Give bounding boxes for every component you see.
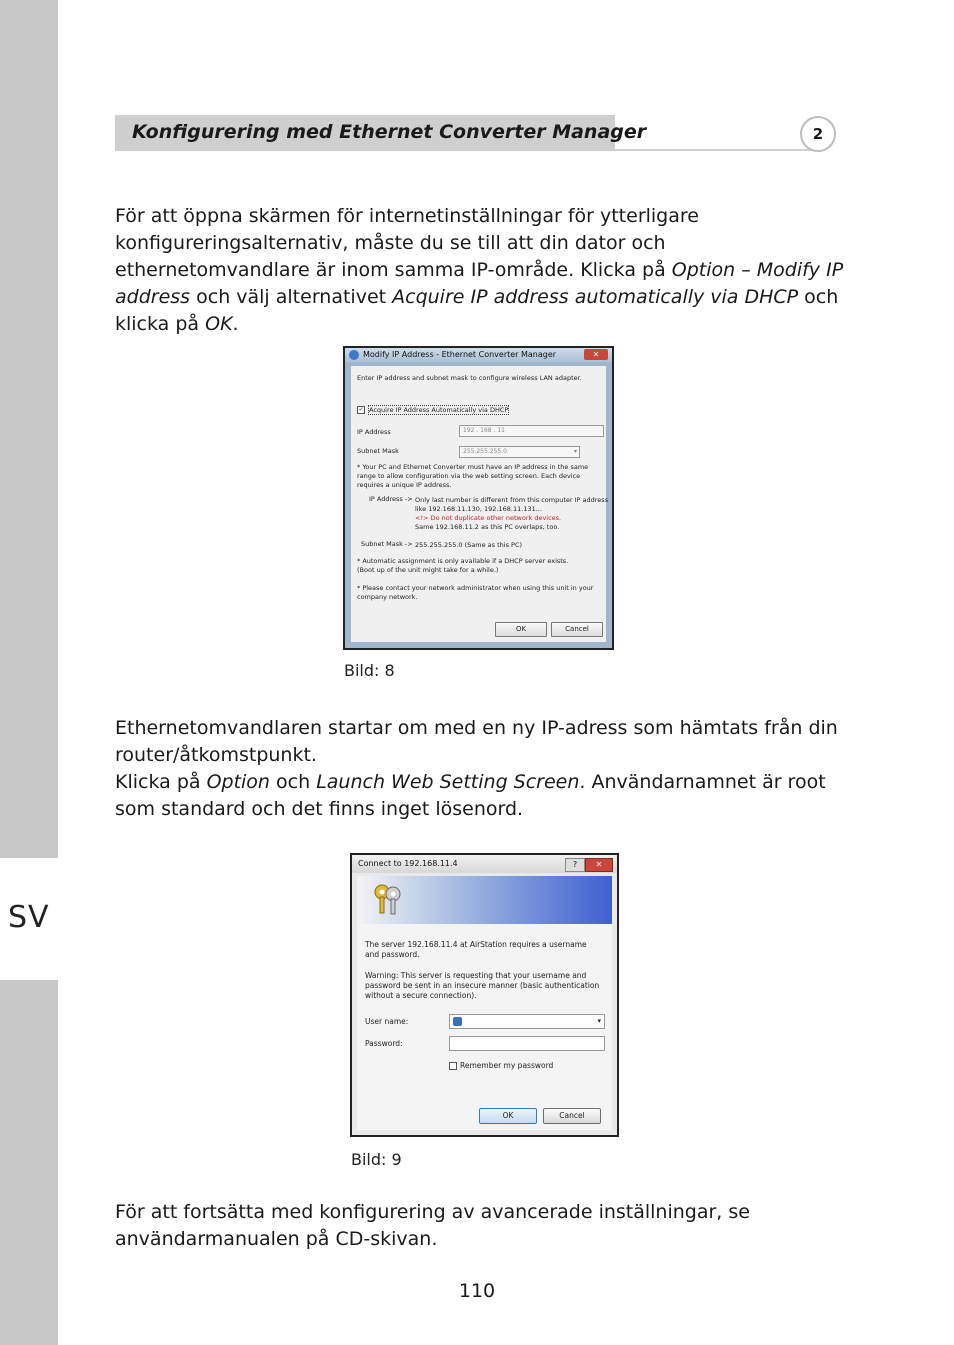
ok-button[interactable]: OK [495, 622, 547, 637]
warning-line: without a secure connection). [365, 991, 477, 1000]
note-line: (Boot up of the unit might take for a while.) [357, 566, 499, 574]
help-icon[interactable]: ? [565, 858, 585, 872]
paragraph-restart [115, 715, 845, 823]
close-icon[interactable]: ✕ [584, 349, 608, 360]
intro-text: Enter IP address and subnet mask to configure wireless LAN adapter. [357, 374, 582, 382]
remember-row[interactable] [449, 1061, 553, 1071]
note-line: * Automatic assignment is only available if a DHCP server exists. [357, 557, 569, 565]
menu-name: Option [206, 771, 270, 793]
cancel-button[interactable]: Cancel [543, 1108, 601, 1124]
figure-caption: Bild: 8 [344, 661, 395, 680]
side-bar-top [0, 0, 58, 858]
header-rule [615, 149, 820, 151]
modify-ip-dialog [343, 346, 614, 650]
text: . Användarnamnet är root som standard och det finns inget lösenord. [115, 771, 826, 820]
page-number: 110 [458, 1280, 496, 1302]
cancel-button[interactable]: Cancel [551, 622, 603, 637]
warning-line: <!> Do not duplicate other network devices. [415, 514, 562, 522]
dialog-titlebar [352, 855, 617, 873]
note-line: * Your PC and Ethernet Converter must have an IP address in the same [357, 463, 589, 471]
paragraph-advanced: För att fortsätta med konfigurering av avancerade inställningar, se användarmanualen på CD-skivan. [115, 1201, 750, 1250]
dialog-banner [357, 876, 612, 924]
menu-item-name: Launch Web Setting Screen [316, 771, 580, 793]
warning-line: Warning: This server is requesting that your username and [365, 971, 587, 980]
figure-caption: Bild: 9 [351, 1150, 402, 1169]
text: Ethernetomvandlaren startar om med en ny IP-adress som hämtats från din router/åtkomstpunkt. [115, 717, 838, 766]
message-line: The server 192.168.11.4 at AirStation requires a username [365, 940, 587, 949]
dialog-titlebar [345, 348, 612, 362]
note-line: * Please contact your network administrator when using this unit in your [357, 584, 594, 592]
text: Klicka på [115, 771, 207, 793]
hint-line: Same 192.168.11.2 as this PC overlaps, too. [415, 523, 560, 531]
warning-line: password be sent in an insecure manner (basic authentication [365, 981, 600, 990]
text: För att öppna skärmen för internetinställningar för ytterligare konfigureringsalternativ, måste du se till att din dator och ethernetomvandlare är inom samma IP-område. Klicka på [115, 205, 699, 281]
language-tab: SV [8, 900, 50, 935]
ip-address-field[interactable]: 192 . 168 . 11 [459, 425, 604, 437]
dialog-body [357, 924, 612, 1130]
message-line: and password. [365, 950, 420, 959]
section-title: Konfigurering med Ethernet Converter Manager [132, 121, 647, 143]
connect-dialog [350, 853, 619, 1137]
username-label: User name: [365, 1017, 409, 1026]
subnet-mask-label: Subnet Mask [357, 447, 399, 455]
remember-label[interactable]: Remember my password [460, 1061, 554, 1070]
dialog-title: Connect to 192.168.11.4 [358, 859, 458, 868]
chevron-down-icon: ▾ [573, 448, 577, 455]
dialog-body [351, 366, 609, 642]
text: . [232, 313, 239, 335]
mask-hint: 255.255.255.0 (Same as this PC) [415, 541, 523, 549]
user-icon [453, 1017, 462, 1026]
username-field[interactable] [449, 1014, 605, 1029]
paragraph-open-settings [115, 203, 845, 338]
menu-path: Option – Modify IP address [115, 259, 844, 308]
subnet-mask-select[interactable] [459, 446, 580, 458]
network-icon [349, 350, 359, 360]
text: och [269, 771, 317, 793]
password-field[interactable] [449, 1036, 605, 1051]
note-line: requires a unique IP address. [357, 481, 452, 489]
keys-icon [371, 882, 405, 916]
text: och klicka på [115, 286, 839, 335]
ip-address-label: IP Address [357, 428, 391, 436]
text: och välj alternativet [190, 286, 393, 308]
dhcp-checkbox-label[interactable]: Acquire IP Address Automatically via DHCP [369, 406, 509, 414]
chapter-number: 2 [800, 116, 836, 152]
checkbox-icon[interactable] [449, 1062, 457, 1070]
dialog-title: Modify IP Address - Ethernet Converter Manager [363, 350, 557, 359]
option-name: Acquire IP address automatically via DHCP [392, 286, 799, 308]
close-icon[interactable]: ✕ [585, 858, 613, 872]
ok-button[interactable]: OK [479, 1108, 537, 1124]
password-label: Password: [365, 1039, 403, 1048]
mask-hint-label: Subnet Mask -> [361, 540, 413, 548]
checkbox-checked-icon[interactable]: ✓ [358, 406, 364, 413]
dhcp-checkbox-row[interactable] [357, 406, 509, 415]
note-line: company network. [357, 593, 418, 601]
note-line: range to allow configuration via the web setting screen. Each device [357, 472, 581, 480]
hint-line: Only last number is different from this computer IP address [415, 496, 609, 504]
subnet-mask-value: 255.255.255.0 [463, 448, 507, 455]
chevron-down-icon[interactable]: ▾ [597, 1017, 601, 1025]
ip-hint-label: IP Address -> [369, 495, 413, 503]
button-name: OK [205, 313, 233, 335]
hint-line: like 192.168.11.130, 192.168.11.131... [415, 505, 542, 513]
